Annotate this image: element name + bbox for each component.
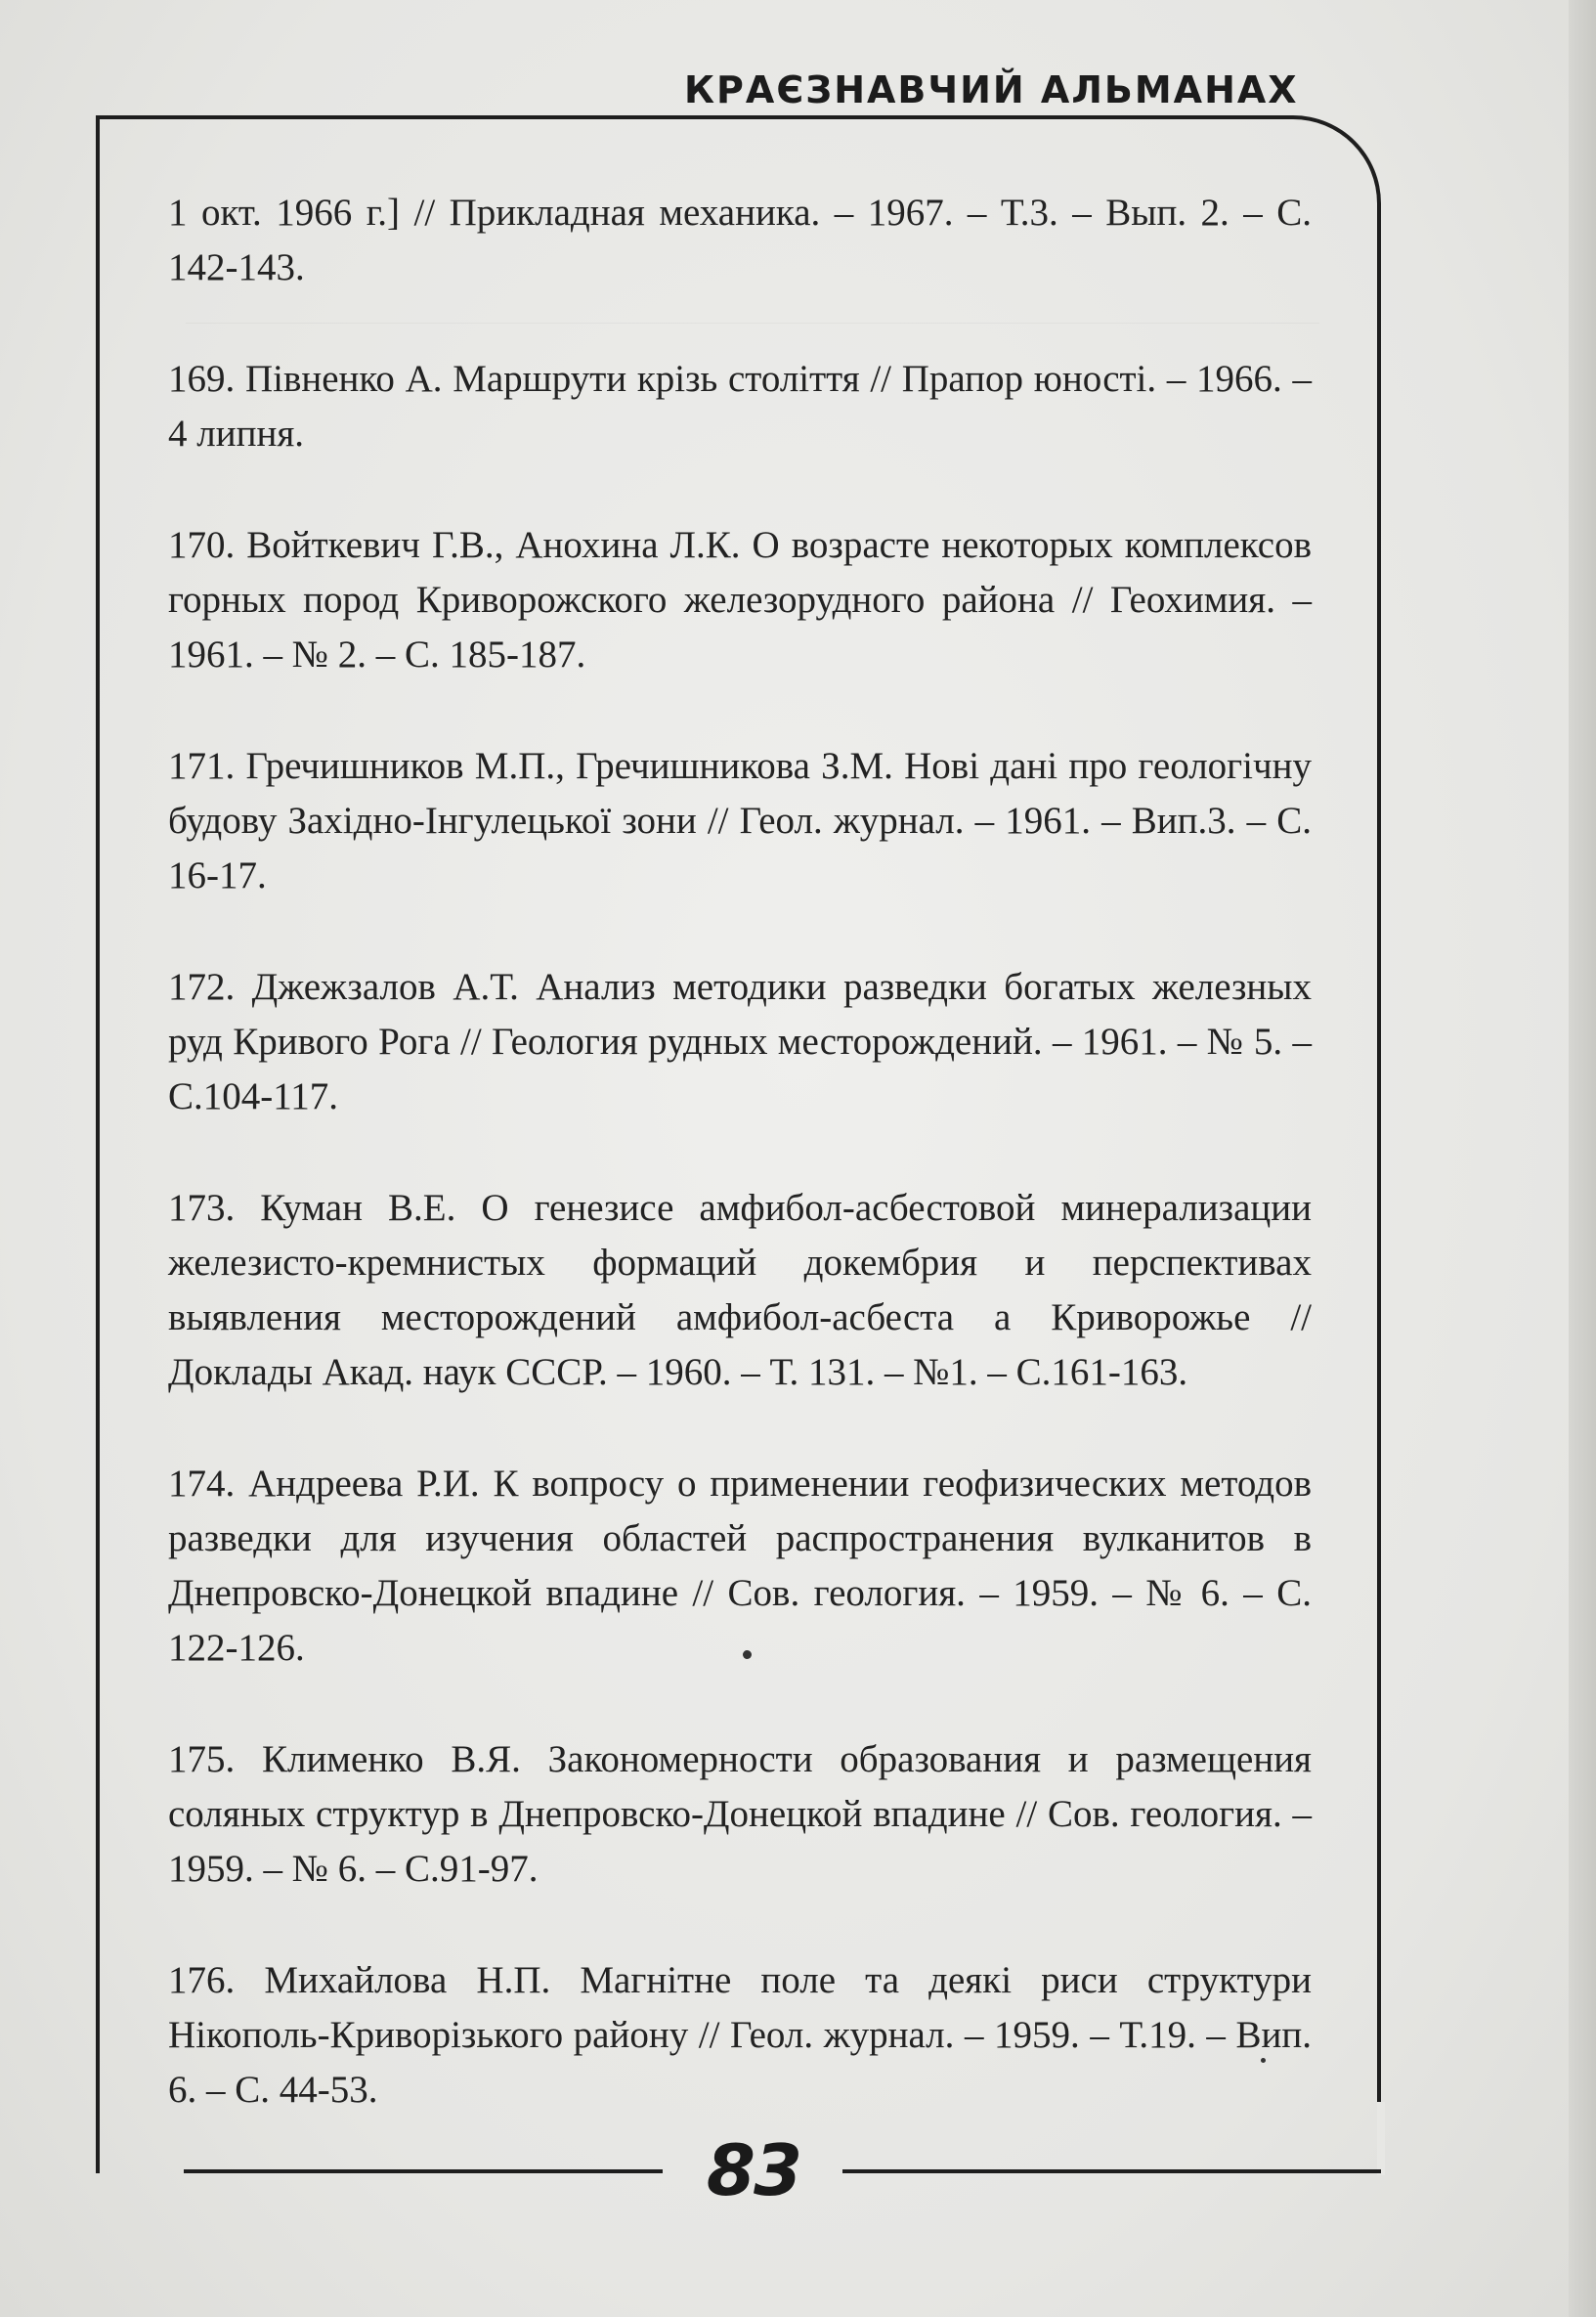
bibliography-entry: 172. Джежзалов А.Т. Анализ методики разведки богатых железных руд Кривого Рога // Геология рудных месторождений. – 1961. – № 5. – С.104-117. xyxy=(168,966,1312,1117)
almanac-title: КРАЄЗНАВЧИЙ АЛЬМАНАХ xyxy=(684,68,1299,111)
bibliography-entry: 169. Півненко А. Маршрути крізь століття // Прапор юності. – 1966. – 4 липня. xyxy=(168,358,1312,455)
bibliography-entry: 176. Михайлова Н.П. Магнітне поле та деякі риси структури Нікополь-Криворізького району // Геол. журнал. – 1959. – Т.19. – Вип. 6. – С. 44-53. xyxy=(168,1959,1312,2111)
bibliography-entry: 1 окт. 1966 г.] // Прикладная механика. – 1967. – Т.3. – Вып. 2. – С. 142-143. xyxy=(168,192,1312,288)
footer-rule-right xyxy=(842,2169,1381,2173)
page-number: 83 xyxy=(706,2129,801,2211)
bibliography-entry: 175. Клименко В.Я. Закономерности образования и размещения соляных структур в Днепровско-Донецкой впадине // Сов. геология. – 1959. – № 6. – С.91-97. xyxy=(168,1738,1312,1890)
footer-rule-left xyxy=(184,2169,663,2173)
bibliography-entry: 171. Гречишников М.П., Гречишникова З.М. Нові дані про геологічну будову Західно-Інгулецької зони // Геол. журнал. – 1961. – Вип.3. – С. 16-17. xyxy=(168,745,1312,896)
bibliography-entry: 173. Куман В.Е. О генезисе амфибол-асбестовой минерализации железисто-кремнистых формаций докембрия и перспективах выявления месторождений амфибол-асбеста а Криворожье // Доклады Акад. наук СССР. – 1960. – Т. 131. – №1. – С.161-163. xyxy=(168,1187,1312,1393)
print-speck xyxy=(743,1650,752,1659)
frame-gap xyxy=(1377,2102,1385,2175)
bibliography-entry: 174. Андреева Р.И. К вопросу о применении геофизических методов разведки для изучения областей распространения вулканитов в Днепровско-Донецкой впадине // Сов. геология. – 1959. – № 6. – С. 122-126. xyxy=(168,1463,1312,1669)
print-speck xyxy=(1261,2058,1266,2063)
bibliography-list xyxy=(168,186,1312,2118)
page-edge-shadow xyxy=(1569,0,1596,2317)
bibliography-entry: 170. Войткевич Г.В., Анохина Л.К. О возрасте некоторых комплексов горных пород Криворожского железорудного района // Геохимия. – 1961. – № 2. – С. 185-187. xyxy=(168,524,1312,676)
